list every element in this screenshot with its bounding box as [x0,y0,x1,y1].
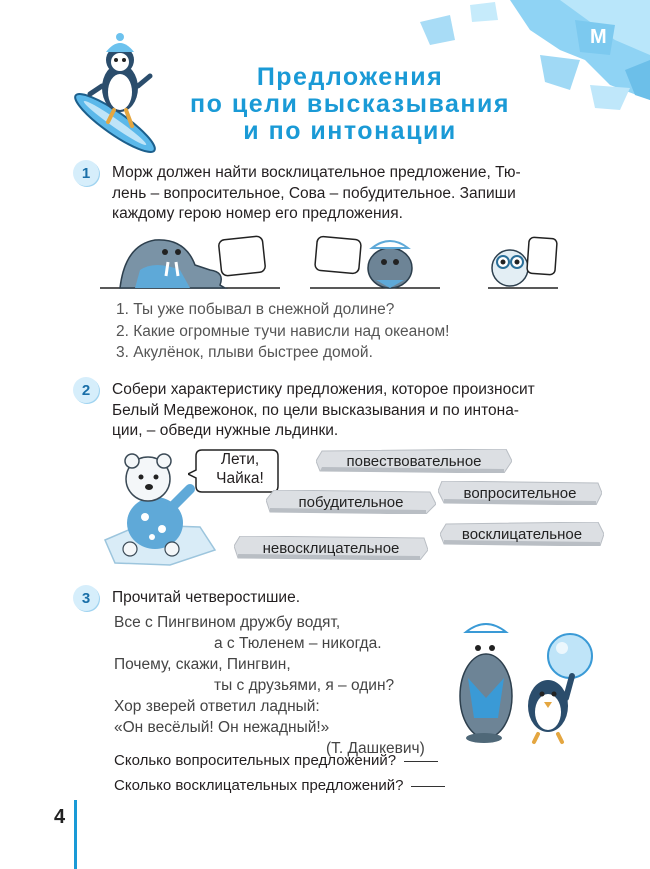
text-line: каждому герою номер его предложения. [112,205,403,222]
question-text: Сколько вопросительных предложений? [114,752,397,769]
poem-line: Почему, скажи, Пингвин, [114,656,291,673]
poem-line: ты с друзьями, я – один? [214,677,395,694]
speech-line: Лети, [220,451,260,468]
sentence-item: 3. Акулёнок, плыви быстрее домой. [116,344,373,361]
ice-piece-interrogative[interactable]: вопросительное [438,481,602,505]
speech-line: Чайка! [216,470,264,487]
text-line: Собери характеристику предложения, которое произносит [112,381,535,398]
ice-piece-narrative[interactable]: повествовательное [316,449,512,473]
text-line: Белый Медвежонок, по цели высказывания и по интона- [112,401,519,419]
ice-piece-imperative[interactable]: побудительное [266,490,436,514]
poem-author: (Т. Дашкевич) [326,740,425,757]
task-number: 1 [73,160,99,186]
poem [114,612,444,759]
corner-letter: М [590,26,607,48]
ice-piece-exclamatory[interactable]: восклицательное [440,522,604,546]
task1-instruction [112,163,521,225]
text-line: ции, – обведи нужные льдинки. [112,422,339,439]
sentence-item: 2. Какие огромные тучи нависли над океаном! [116,322,450,340]
poem-line: «Он весёлый! Он нежадный!» [114,719,330,736]
question-text: Сколько восклицательных предложений? [114,777,404,794]
page-margin-bar [74,800,77,869]
poem-line: Хор зверей ответил ладный: [114,698,320,715]
task-number: 3 [73,585,99,611]
question-interrogative [114,750,438,772]
question-exclamatory [114,775,445,797]
task-number: 2 [73,377,99,403]
task1-sentences [116,299,449,364]
poem-line: Все с Пингвином дружбу водят, [114,614,341,631]
seal-illustration [310,232,440,290]
penguin-snowboard-illustration [70,28,180,158]
title-line: и по интонации [243,117,457,145]
sentence-item: 1. Ты уже побывал в снежной долине? [116,301,395,318]
task2-instruction [112,380,535,442]
poem-line: а с Тюленем – никогда. [214,635,382,652]
title-line: Предложения [256,63,444,91]
walrus-illustration [100,230,280,290]
task3-instruction: Прочитай четверостишие. [112,589,301,606]
page-number: 4 [54,806,66,828]
ice-piece-non-exclamatory[interactable]: невосклицательное [234,536,428,560]
answer-blank[interactable] [404,761,438,762]
page-title [170,64,530,145]
text-line: лень – вопросительное, Сова – побудительное. Запиши [112,184,516,202]
speech-text [200,450,280,488]
owl-illustration [488,234,558,290]
seal-and-penguin-illustration [448,618,598,748]
text-line: Морж должен найти восклицательное предложение, Тю- [112,164,521,181]
title-line: по цели высказывания [190,90,510,118]
answer-blank[interactable] [411,786,445,787]
